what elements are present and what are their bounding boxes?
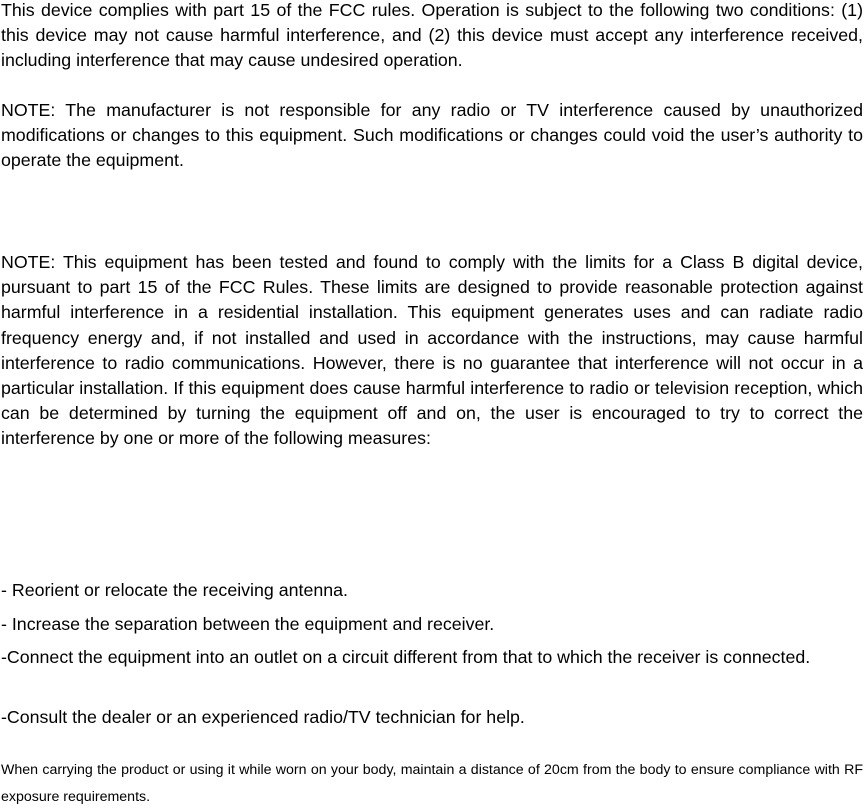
class-b-note: NOTE: This equipment has been tested and found to comply with the limits for a Class B digital device, pursuant to part 15 of the FCC Rules. These limits are designed to provide reasonable protection against harmful interference in a residential installation. This equipment generates uses and can radiate radio frequency energy and, if not installed and used in accordance with the instructions, may cause harmful interference to radio communications. However, there is no guarantee that interference will not occur in a particular installation. If this equipment does cause harmful interference to radio or television reception, which can be determined by turning the equipment off and on, the user is encouraged to try to correct the interference by one or more of the following measures: [1,252,863,449]
modification-note: NOTE: The manufacturer is not responsible for any radio or TV interference caused by unauthorized modifications or changes to this equipment. Such modifications or changes could void the user’s authority to operate the equipment. [1,100,863,171]
compliance-statement: This device complies with part 15 of the FCC rules. Operation is subject to the following two conditions: (1) this device may not cause harmful interference, and (2) this device must accept any interference received, including interference that may cause undesired operation. [1,0,863,71]
list-item: - Reorient or relocate the receiving antenna. [1,580,348,600]
list-item: -Consult the dealer or an experienced radio/TV technician for help. [1,707,525,727]
rf-exposure-statement: When carrying the product or using it while worn on your body, maintain a distance of 20cm from the body to ensure compliance with RF exposure requirements. [1,762,863,806]
list-item: -Connect the equipment into an outlet on a circuit different from that to which the receiver is connected. [1,647,811,667]
list-item: - Increase the separation between the equipment and receiver. [1,614,495,634]
